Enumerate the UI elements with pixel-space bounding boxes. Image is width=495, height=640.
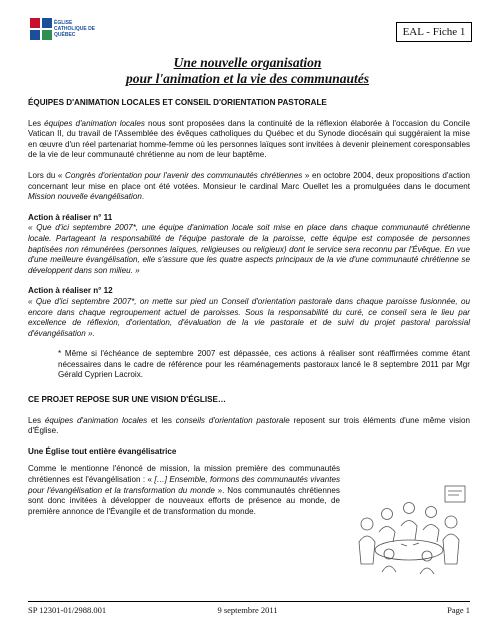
- action-12-heading: Action à réaliser n° 12: [28, 286, 113, 296]
- paragraph-vision: Les équipes d'animation locales et les conseils d'orientation pastorale reposent sur trois éléments d'une même vision d'Église.: [28, 415, 470, 436]
- footer-reference: SP 12301-01/2988.001: [28, 605, 107, 615]
- diocese-logo: [26, 12, 106, 58]
- footer-date: 9 septembre 2011: [217, 605, 278, 615]
- paragraph-congres: Lors du « Congrès d'orientation pour l'avenir des communautés chrétiennes » en octobre 2004, deux propositions d'action concernant leur mise en place ont été votées. Monsieur le cardinal Marc Ouellet les a promulguées dans le document Mission nouvelle évangélisation.: [28, 170, 470, 202]
- paragraph-intro: Les équipes d'animation locales nous sont proposées dans la continuité de la réflexion élaborée à l'occasion du Concile Vatican II, du travail de l'Assemblée des évêques catholiques du Québec et du Synode diocésain qui suggéraient la mise en œuvre d'un réel partenariat homme-femme où les personnes laïques sont invitées à devenir pleinement coresponsables de la vie de leur communauté chrétienne au nom de leur baptême.: [28, 118, 470, 160]
- action-11-text: « Que d'ici septembre 2007*, une équipe d'animation locale soit mise en place dans chaque communauté chrétienne locale. Partageant la responsabilité de l'équipe pastorale de la paroisse, cette équipe est composée de personnes baptisées non rémunérées (personnes laïques, religieuses ou religieux) dont le service sera reconnu par l'Évêque. En vue d'une meilleure évangélisation, elle s'assure que les quatre aspects principaux de la vie d'une communauté chrétienne se développent dans son milieu. »: [28, 223, 470, 275]
- footnote-echeance: * Même si l'échéance de septembre 2007 est dépassée, ces actions à réaliser sont réaffirmées comme étant nécessaires dans le cadre de référence pour les réaménagements pastoraux lancé le 8 septembre 2011 par Mgr Gérald Cyprien Lacroix.: [58, 349, 470, 380]
- page-title-line2: pour l'animation et la vie des communautés: [125, 71, 370, 86]
- paragraph-mission: Comme le mentionne l'énoncé de mission, la mission première des communautés chrétiennes est l'évangélisation : « […] Ensemble, formons des communautés vivantes pour l'évangélisation et la transformation du monde ». Nos communautés chrétiennes sont donc invitées à développer de nouveaux efforts de présence au monde, de première annonce de l'Évangile et de transformation du monde.: [28, 464, 340, 516]
- fiche-label: EAL - Fiche 1: [396, 22, 472, 42]
- footer-rule: [28, 601, 470, 602]
- action-11-heading: Action à réaliser n° 11: [28, 212, 113, 222]
- logo-text: ÉGLISE CATHOLIQUE DE QUÉBEC: [54, 20, 96, 38]
- community-illustration: [349, 484, 469, 582]
- page-title-line1: Une nouvelle organisation: [173, 55, 322, 70]
- section-heading-vision: CE PROJET REPOSE SUR UNE VISION D'ÉGLISE…: [28, 395, 227, 405]
- action-12-text: « Que d'ici septembre 2007*, on mette sur pied un Conseil d'orientation pastorale dans chaque paroisse fusionnée, ou encore dans chaque regroupement actuel de paroisses. Sous la responsabilité du curé, ce conseil sera le lieu par excellence de réflexion, d'orientation, d'évaluation de la vie pastorale et de suivi du projet pastoral paroissial d'évangélisation ».: [28, 296, 470, 338]
- document-body: [28, 98, 470, 517]
- subheading-eglise: Une Église tout entière évangélisatrice: [28, 446, 177, 456]
- section-heading-equipes: ÉQUIPES D'ANIMATION LOCALES ET CONSEIL D'ORIENTATION PASTORALE: [28, 98, 327, 107]
- cross-logo-icon: [30, 18, 52, 40]
- footer-page-number: Page 1: [447, 605, 470, 615]
